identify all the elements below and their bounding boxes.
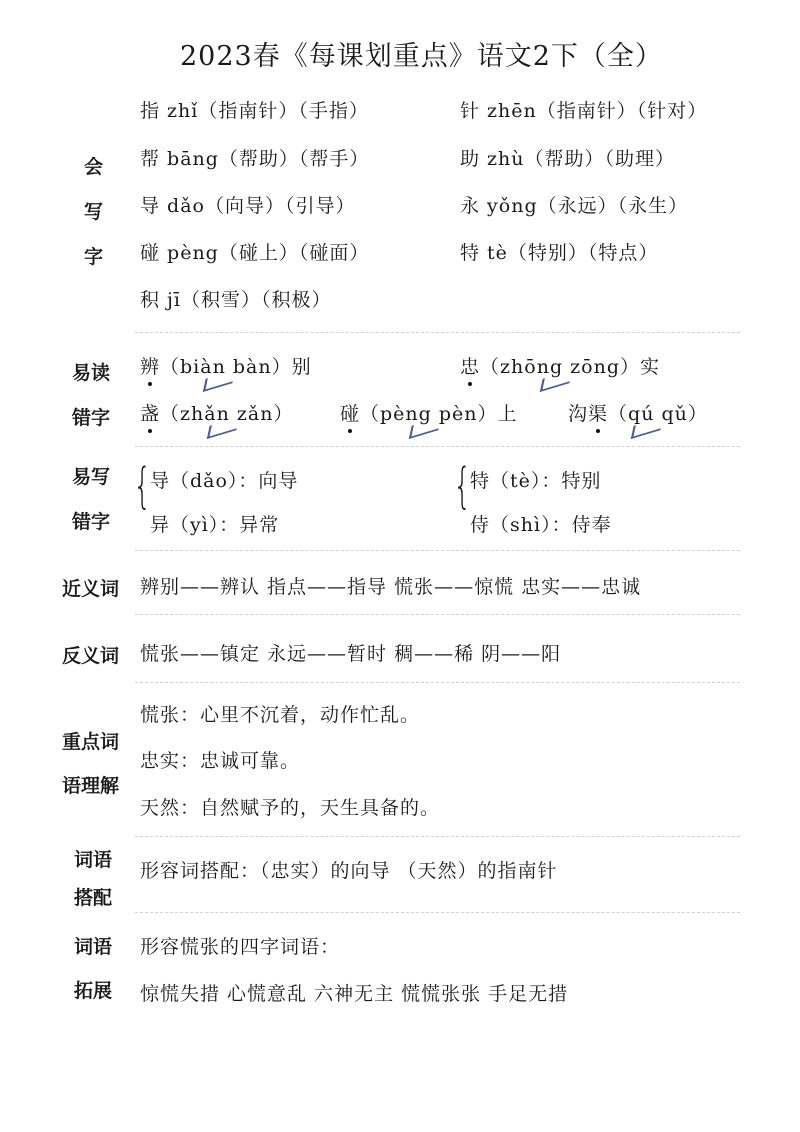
write-right-4: 特 tè（特别）（特点） [460, 242, 659, 264]
section-label-colloc-1: 词语 [74, 849, 113, 871]
section-label-antonyms: 反义词 [62, 645, 120, 667]
misread-item-zhan [140, 399, 293, 426]
divider [135, 446, 740, 447]
write-left-2: 帮 bāng（帮助）（帮手） [140, 148, 370, 170]
miswrite-a1: 导（dǎo）：向导 [150, 470, 299, 492]
expand-line-1: 形容慌张的四字词语： [140, 936, 341, 958]
section-label-write-1: 会 [84, 156, 104, 178]
divider [135, 912, 740, 913]
divider [135, 614, 740, 615]
misread-correct: （qú [608, 399, 654, 426]
misread-item-qu [568, 399, 708, 426]
section-label-key-2: 语理解 [62, 775, 120, 797]
write-right-1: 针 zhēn（指南针）（针对） [460, 100, 708, 122]
section-label-miswrite-1: 易写 [72, 466, 111, 488]
misread-pre: 沟 [568, 403, 589, 425]
key-line-2: 忠实：忠诚可靠。 [140, 750, 301, 772]
misread-correct: （zhǎn [160, 399, 230, 426]
write-right-3: 永 yǒng（永远）（永生） [460, 195, 689, 217]
section-label-misread-2: 错字 [72, 407, 111, 429]
write-right-2: 助 zhù（帮助）（助理） [460, 148, 676, 170]
key-line-3: 天然：自然赋予的，天生具备的。 [140, 797, 441, 819]
synonyms-text: 辨别——辨认 指点——指导 慌张——惊慌 忠实——忠诚 [140, 576, 642, 598]
section-label-expand-2: 拓展 [74, 980, 113, 1002]
misread-correct: （zhōng [480, 352, 563, 379]
misread-wrong: pèn）上 [431, 403, 518, 425]
section-label-miswrite-2: 错字 [72, 511, 111, 533]
divider [135, 332, 740, 333]
misread-char: 渠 [588, 399, 608, 426]
misread-wrong: zōng）实 [563, 356, 660, 378]
divider [135, 682, 740, 683]
write-left-3: 导 dǎo（向导）（引导） [140, 195, 356, 217]
section-label-write-3: 字 [84, 246, 104, 268]
misread-char: 忠 [460, 352, 480, 379]
page-title: 2023春《每课划重点》语文2下（全） [180, 41, 663, 72]
misread-wrong: qǔ） [654, 403, 708, 425]
misread-item-zhong [460, 352, 660, 379]
misread-item-peng [340, 399, 518, 426]
misread-item-bian [140, 352, 312, 379]
section-label-colloc-2: 搭配 [74, 887, 113, 909]
expand-line-2: 惊慌失措 心慌意乱 六神无主 慌慌张张 手足无措 [140, 983, 569, 1005]
collocation-text: 形容词搭配：（忠实）的向导 （天然）的指南针 [140, 860, 558, 882]
miswrite-a2: 异（yì）：异常 [150, 514, 280, 536]
section-label-misread-1: 易读 [72, 362, 111, 384]
write-left-5: 积 jī（积雪）（积极） [140, 289, 332, 311]
divider [135, 550, 740, 551]
antonyms-text: 慌张——镇定 永远——暂时 稠——稀 阴——阳 [140, 643, 562, 665]
divider [135, 836, 740, 837]
section-label-expand-1: 词语 [74, 936, 113, 958]
misread-wrong: bàn）别 [225, 356, 312, 378]
misread-wrong: zǎn） [229, 403, 294, 425]
brace-right: { [453, 458, 472, 514]
section-label-key-1: 重点词 [62, 731, 120, 753]
misread-char: 辨 [140, 352, 160, 379]
key-line-1: 慌张：心里不沉着，动作忙乱。 [140, 704, 421, 726]
miswrite-b2: 侍（shì）：侍奉 [470, 514, 612, 536]
miswrite-b1: 特（tè）：特别 [470, 470, 602, 492]
brace-left: { [133, 458, 152, 514]
section-label-synonyms: 近义词 [62, 578, 120, 600]
misread-char: 碰 [340, 399, 360, 426]
misread-correct: （biàn [160, 352, 226, 379]
section-label-write-2: 写 [84, 201, 104, 223]
misread-char: 盏 [140, 399, 160, 426]
misread-correct: （pèng [360, 399, 432, 426]
write-left-1: 指 zhǐ（指南针）（手指） [140, 100, 369, 122]
write-left-4: 碰 pèng（碰上）（碰面） [140, 242, 370, 264]
